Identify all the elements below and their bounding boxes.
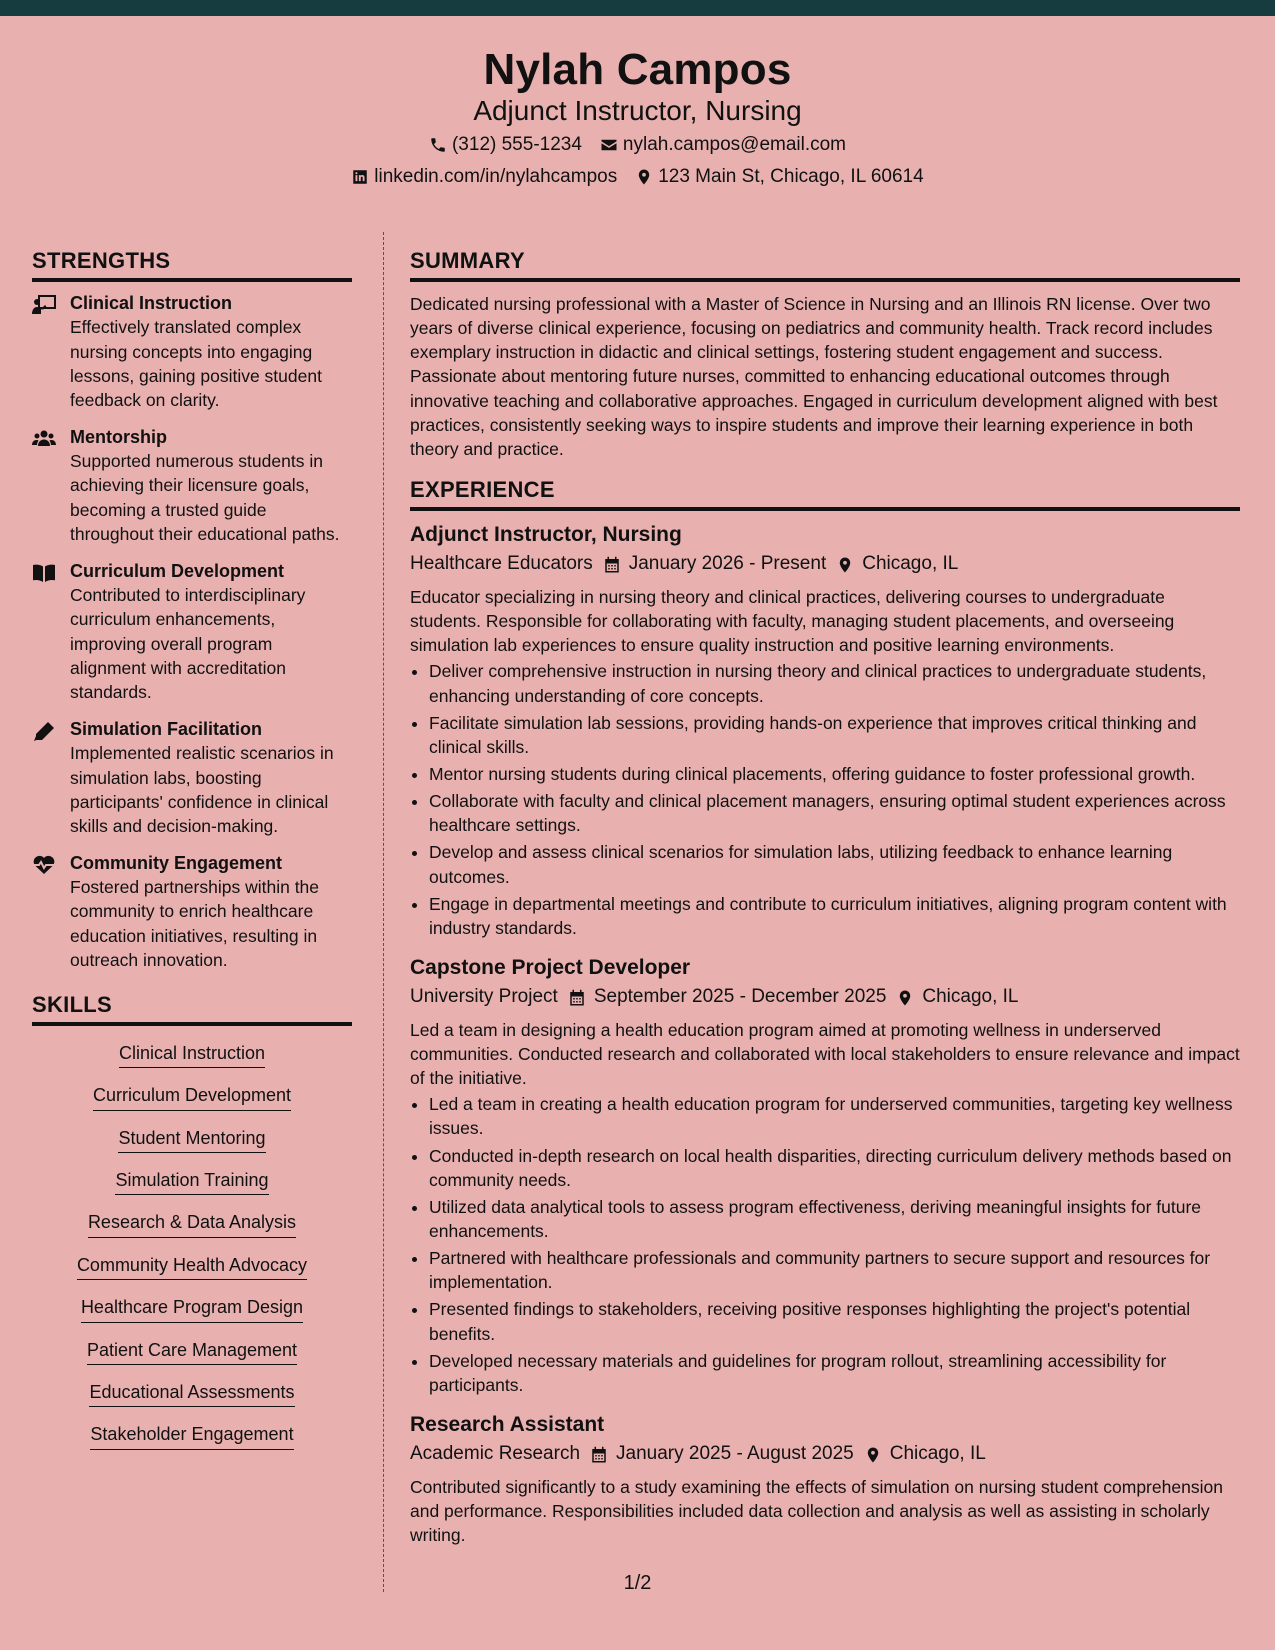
strength-item <box>32 292 352 412</box>
contact-row-1 <box>0 134 1275 157</box>
job-bullet: • Collaborate with faculty and clinical placement managers, ensuring optimal student experiences across healthcare settings. <box>429 789 1240 837</box>
job-title: Capstone Project Developer <box>410 955 691 979</box>
summary-heading: SUMMARY <box>410 248 1240 282</box>
contact-row-2 <box>0 166 1275 189</box>
skill-tag: Community Health Advocacy <box>77 1254 307 1280</box>
top-accent-bar <box>0 0 1275 16</box>
skills-list <box>32 1036 352 1460</box>
job-bullet: • Presented findings to stakeholders, receiving positive responses highlighting the project's potential benefits. <box>429 1297 1240 1345</box>
job-bullet: • Partnered with healthcare professionals and community partners to secure support and resources for implementation. <box>429 1246 1240 1294</box>
calendar-icon <box>568 989 586 1007</box>
linkedin-contact[interactable] <box>351 166 617 189</box>
book-open-icon <box>32 562 56 584</box>
job-meta <box>410 552 1240 577</box>
envelope-icon <box>600 136 618 154</box>
job-location: Chicago, IL <box>862 553 959 575</box>
calendar-icon <box>590 1446 608 1464</box>
linkedin-icon <box>351 168 369 186</box>
skill-tag: Research & Data Analysis <box>88 1211 296 1237</box>
skill-tag: Curriculum Development <box>93 1084 291 1110</box>
strength-name: Mentorship <box>70 426 167 447</box>
strength-desc: Contributed to interdisciplinary curriculum enhancements, improving overall program alignment with accreditation standards. <box>70 585 306 702</box>
email-contact[interactable] <box>600 134 846 157</box>
heartbeat-icon <box>32 854 56 876</box>
map-marker-icon <box>864 1446 882 1464</box>
experience-heading: EXPERIENCE <box>410 477 1240 511</box>
job-bullet: • Developed necessary materials and guidelines for program rollout, streamlining accessibility for participants. <box>429 1349 1240 1397</box>
address-contact <box>635 166 923 189</box>
skill-tag: Educational Assessments <box>89 1381 294 1407</box>
job-bullet: • Led a team in creating a health education program for underserved communities, targeting key wellness issues. <box>429 1092 1240 1140</box>
column-divider <box>383 232 384 1592</box>
candidate-name: Nylah Campos <box>483 45 792 94</box>
job-description: Led a team in designing a health education program aimed at promoting wellness in underserved communities. Conducted research and collaborated with local stakeholders to ensure relevance and impact of the initiative. <box>410 1019 1240 1089</box>
pen-icon <box>32 720 56 742</box>
job-location: Chicago, IL <box>922 986 1019 1008</box>
job-bullets <box>410 659 1240 940</box>
linkedin-text: linkedin.com/in/nylahcampos <box>374 166 618 187</box>
job-title: Research Assistant <box>410 1413 605 1437</box>
strength-name: Community Engagement <box>70 852 283 873</box>
job-meta <box>410 985 1240 1010</box>
address-text: 123 Main St, Chicago, IL 60614 <box>658 166 924 187</box>
right-column <box>410 232 1240 1561</box>
email-text: nylah.campos@email.com <box>622 134 847 155</box>
job-bullet: • Mentor nursing students during clinical placements, offering guidance to foster professional growth. <box>429 762 1240 786</box>
job-entry <box>410 954 1240 1397</box>
job-dates: January 2025 - August 2025 <box>616 1443 854 1465</box>
skill-tag: Simulation Training <box>115 1169 268 1195</box>
skill-tag: Stakeholder Engagement <box>90 1423 293 1449</box>
job-bullets <box>410 1092 1240 1397</box>
skill-tag: Clinical Instruction <box>119 1042 265 1068</box>
map-marker-icon <box>836 556 854 574</box>
job-org: Academic Research <box>410 1443 581 1465</box>
strength-name: Curriculum Development <box>70 560 285 581</box>
map-marker-icon <box>896 989 914 1007</box>
job-dates: September 2025 - December 2025 <box>593 986 887 1008</box>
job-location: Chicago, IL <box>889 1443 986 1465</box>
strength-item <box>32 426 352 546</box>
strength-item <box>32 852 352 972</box>
calendar-icon <box>603 556 621 574</box>
strength-desc: Supported numerous students in achieving their licensure goals, becoming a trusted guide throughout their educational paths. <box>70 451 340 544</box>
job-description: Contributed significantly to a study examining the effects of simulation on nursing student comprehension and performance. Responsibilities included data collection and analysis as well as assisting in scholarly writing. <box>410 1477 1223 1546</box>
summary-text: Dedicated nursing professional with a Master of Science in Nursing and an Illinois RN license. Over two years of diverse clinical experience, focusing on pediatrics and community health. Track record includes exemplary instruction in didactic and clinical settings, fostering student engagement and success. Passionate about mentoring future nurses, committed to enhancing educational outcomes through innovative teaching and collaborative approaches. Engaged in curriculum development aligned with best practices, consistently seeking ways to inspire students and improve their learning experience in both theory and practice. <box>410 294 1218 459</box>
phone-contact <box>429 134 582 157</box>
job-org: Healthcare Educators <box>410 553 593 575</box>
job-bullet: • Deliver comprehensive instruction in nursing theory and clinical practices to undergraduate students, enhancing understanding of core concepts. <box>429 659 1240 707</box>
map-marker-icon <box>635 168 653 186</box>
strength-name: Clinical Instruction <box>70 293 233 313</box>
job-bullet: • Conducted in-depth research on local health disparities, directing curriculum delivery methods based on community needs. <box>429 1144 1240 1192</box>
strength-name: Simulation Facilitation <box>70 719 263 739</box>
skill-tag: Patient Care Management <box>87 1339 297 1365</box>
strength-item <box>32 560 352 704</box>
job-entry <box>410 1411 1240 1547</box>
strength-desc: Implemented realistic scenarios in simulation labs, boosting participants' confidence in clinical skills and decision-making. <box>70 743 334 836</box>
phone-icon <box>429 136 447 154</box>
job-entry <box>410 521 1240 940</box>
job-dates: January 2026 - Present <box>628 553 827 575</box>
job-org: University Project <box>410 986 558 1008</box>
skills-heading: SKILLS <box>32 992 352 1026</box>
strength-desc: Fostered partnerships within the community to enrich healthcare education initiatives, resulting in outreach innovation. <box>70 877 320 970</box>
job-bullet: • Facilitate simulation lab sessions, providing hands-on experience that improves critical thinking and clinical skills. <box>429 711 1240 759</box>
job-description: Educator specializing in nursing theory and clinical practices, delivering courses to undergraduate students. Responsible for collaborating with faculty, managing student placements, and overseeing simulation lab experiences to ensure quality instruction and positive learning environments. <box>410 586 1175 656</box>
candidate-title: Adjunct Instructor, Nursing <box>473 95 802 126</box>
page-number: 1/2 <box>623 1572 652 1594</box>
resume-header <box>0 16 1275 204</box>
strength-desc: Effectively translated complex nursing concepts into engaging lessons, gaining positive student feedback on clarity. <box>70 317 322 410</box>
phone-text: (312) 555-1234 <box>451 134 582 155</box>
chalkboard-teacher-icon <box>32 294 56 316</box>
job-bullet: • Engage in departmental meetings and contribute to curriculum initiatives, aligning program content with industry standards. <box>429 892 1240 940</box>
left-column <box>32 232 352 1460</box>
job-bullet: • Utilized data analytical tools to assess program effectiveness, deriving meaningful insights for future enhancements. <box>429 1195 1240 1243</box>
users-icon <box>32 428 56 450</box>
job-title: Adjunct Instructor, Nursing <box>410 522 682 546</box>
job-meta <box>410 1442 1240 1467</box>
strengths-heading: STRENGTHS <box>32 248 352 282</box>
strength-item <box>32 718 352 838</box>
skill-tag: Student Mentoring <box>118 1127 265 1153</box>
skill-tag: Healthcare Program Design <box>81 1296 303 1322</box>
job-bullet: • Develop and assess clinical scenarios for simulation labs, utilizing feedback to enhance learning outcomes. <box>429 840 1240 888</box>
